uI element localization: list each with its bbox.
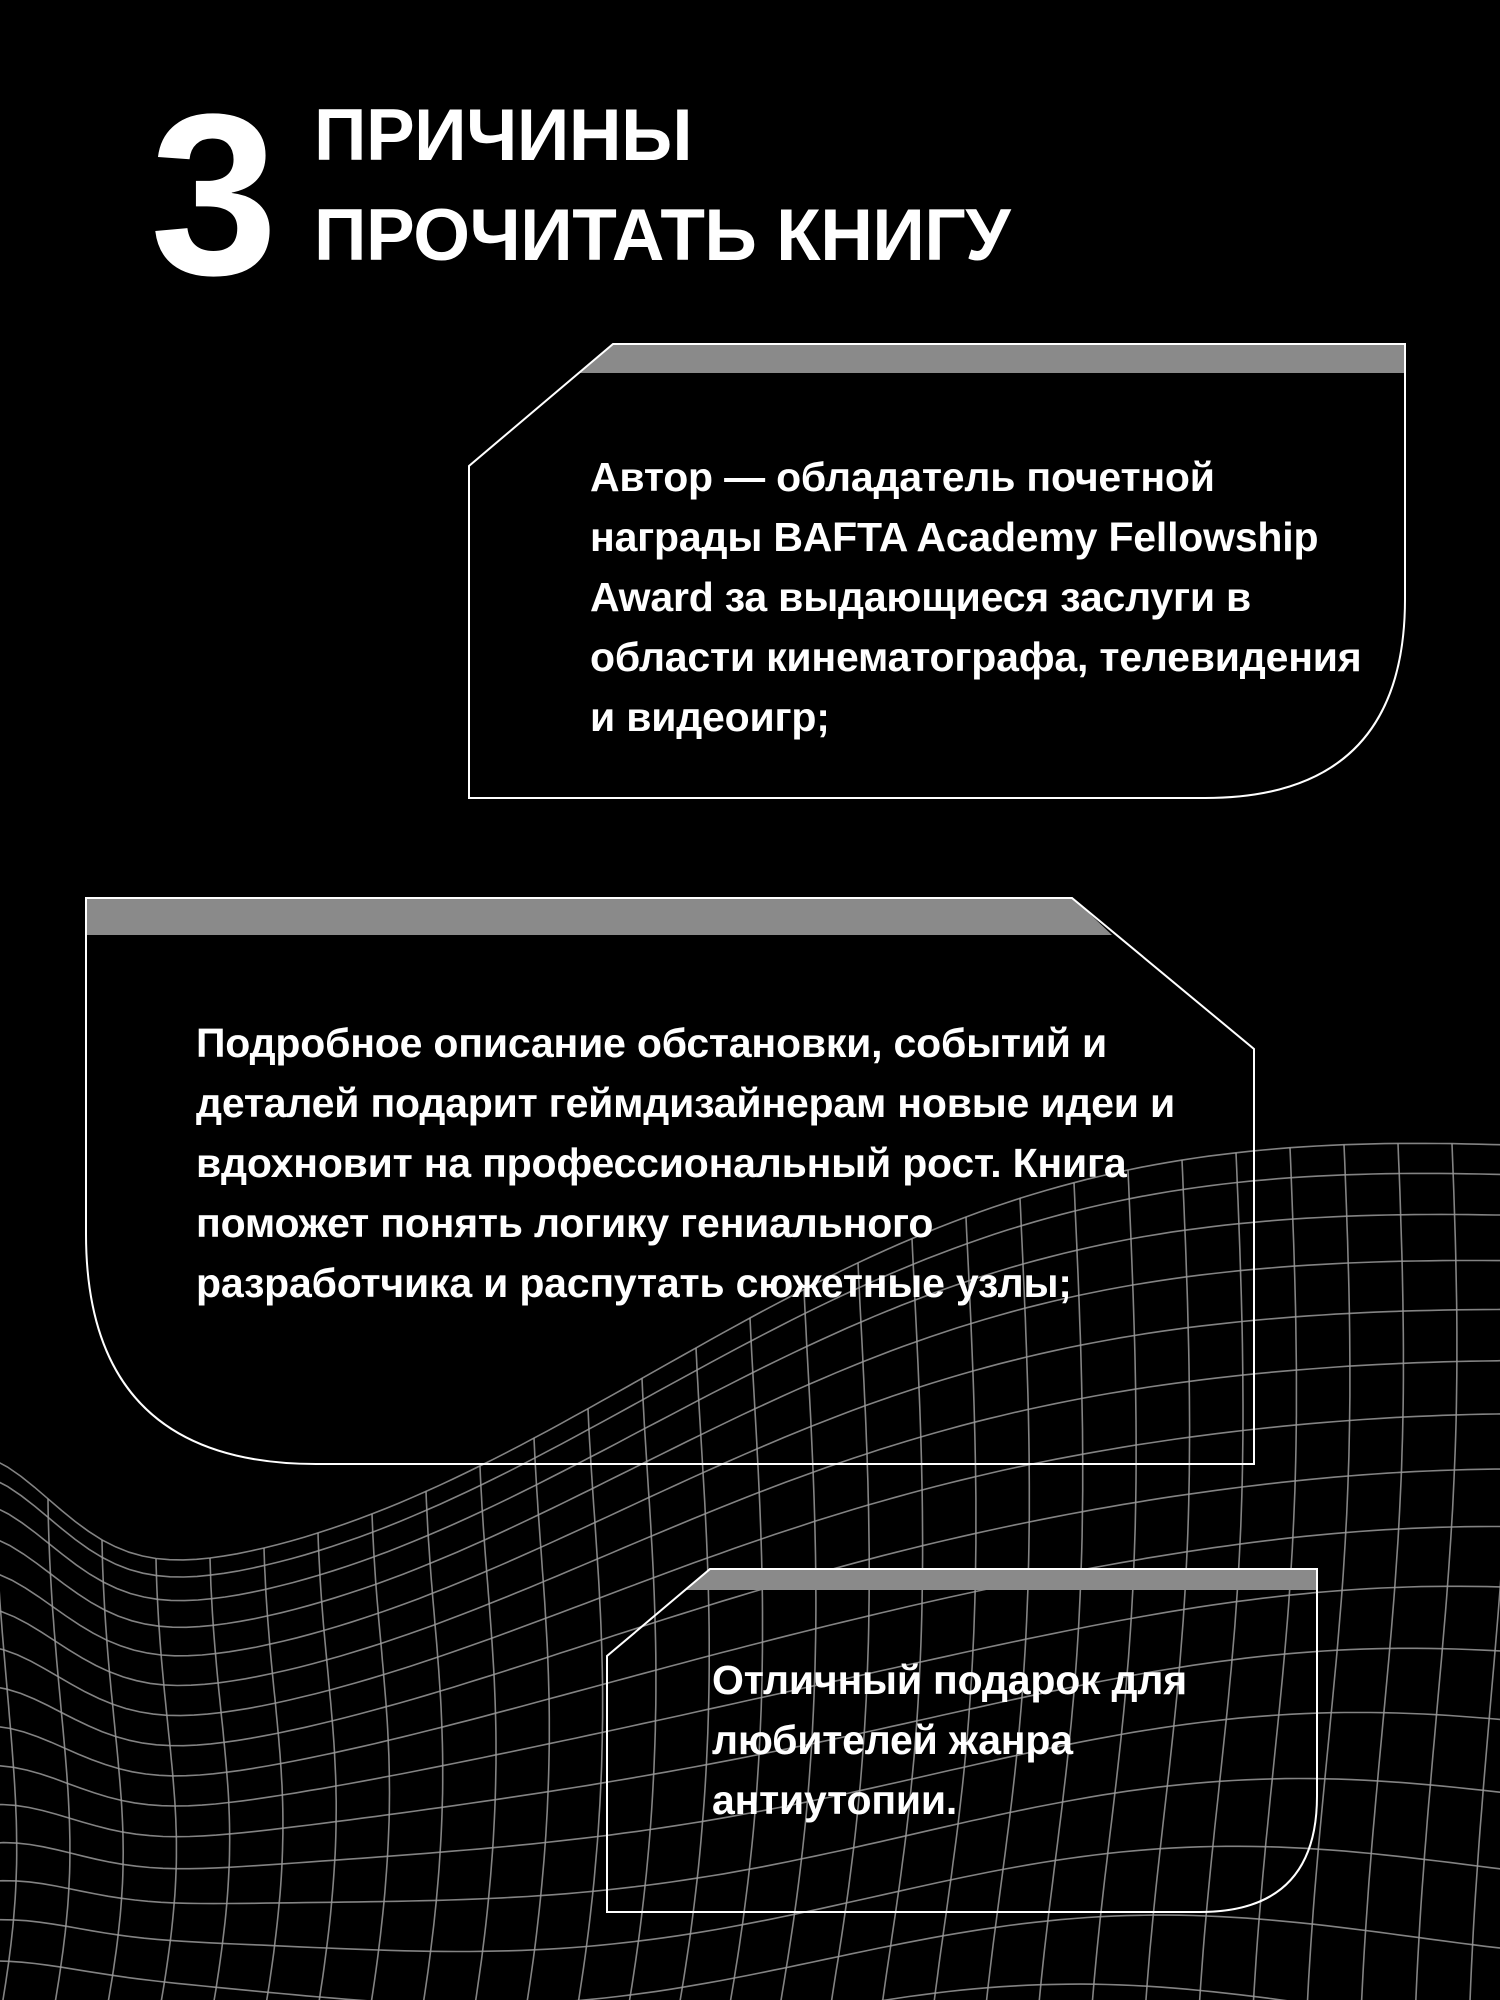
- grid-line: [509, 1438, 550, 2000]
- grid-line: [0, 1984, 1500, 2000]
- card-header-bar: [686, 1568, 1317, 1590]
- reason-card-2: [85, 897, 1255, 1465]
- reason-text-1: Автор — обладатель почетной награды BAFTA Academy Fellowship Award за выдающиеся заслуги в области кинематографа, телевидения и видеоигр;: [590, 454, 1362, 740]
- title-line-2: ПРОЧИТАТЬ КНИГУ: [314, 195, 1011, 276]
- grid-line: [1468, 1145, 1500, 2000]
- reason-text-3: Отличный подарок для любителей жанра антиутопии.: [712, 1657, 1187, 1823]
- grid-line: [1413, 1144, 1457, 2000]
- card-header-bar: [85, 897, 1112, 935]
- title-number: 3: [150, 66, 272, 323]
- title-line-1: ПРИЧИНЫ: [314, 95, 693, 176]
- grid-line: [353, 1514, 389, 2000]
- grid-line: [405, 1491, 443, 2000]
- reason-card-1: [468, 343, 1406, 799]
- title-text: [314, 86, 1011, 286]
- grid-line: [1359, 1143, 1404, 2000]
- reason-card-3: [606, 1568, 1318, 1913]
- reason-text-2: Подробное описание обстановки, событий и деталей подарит геймдизайнерам новые идеи и вдохновит на профессиональный рост. Книга поможет понять логику гениального разработчика и распутать сюжетные узлы;: [196, 1020, 1175, 1306]
- grid-line: [96, 1540, 124, 2000]
- grid-line: [457, 1466, 496, 2000]
- grid-line: [561, 1409, 603, 2000]
- card-header-bar: [578, 343, 1404, 373]
